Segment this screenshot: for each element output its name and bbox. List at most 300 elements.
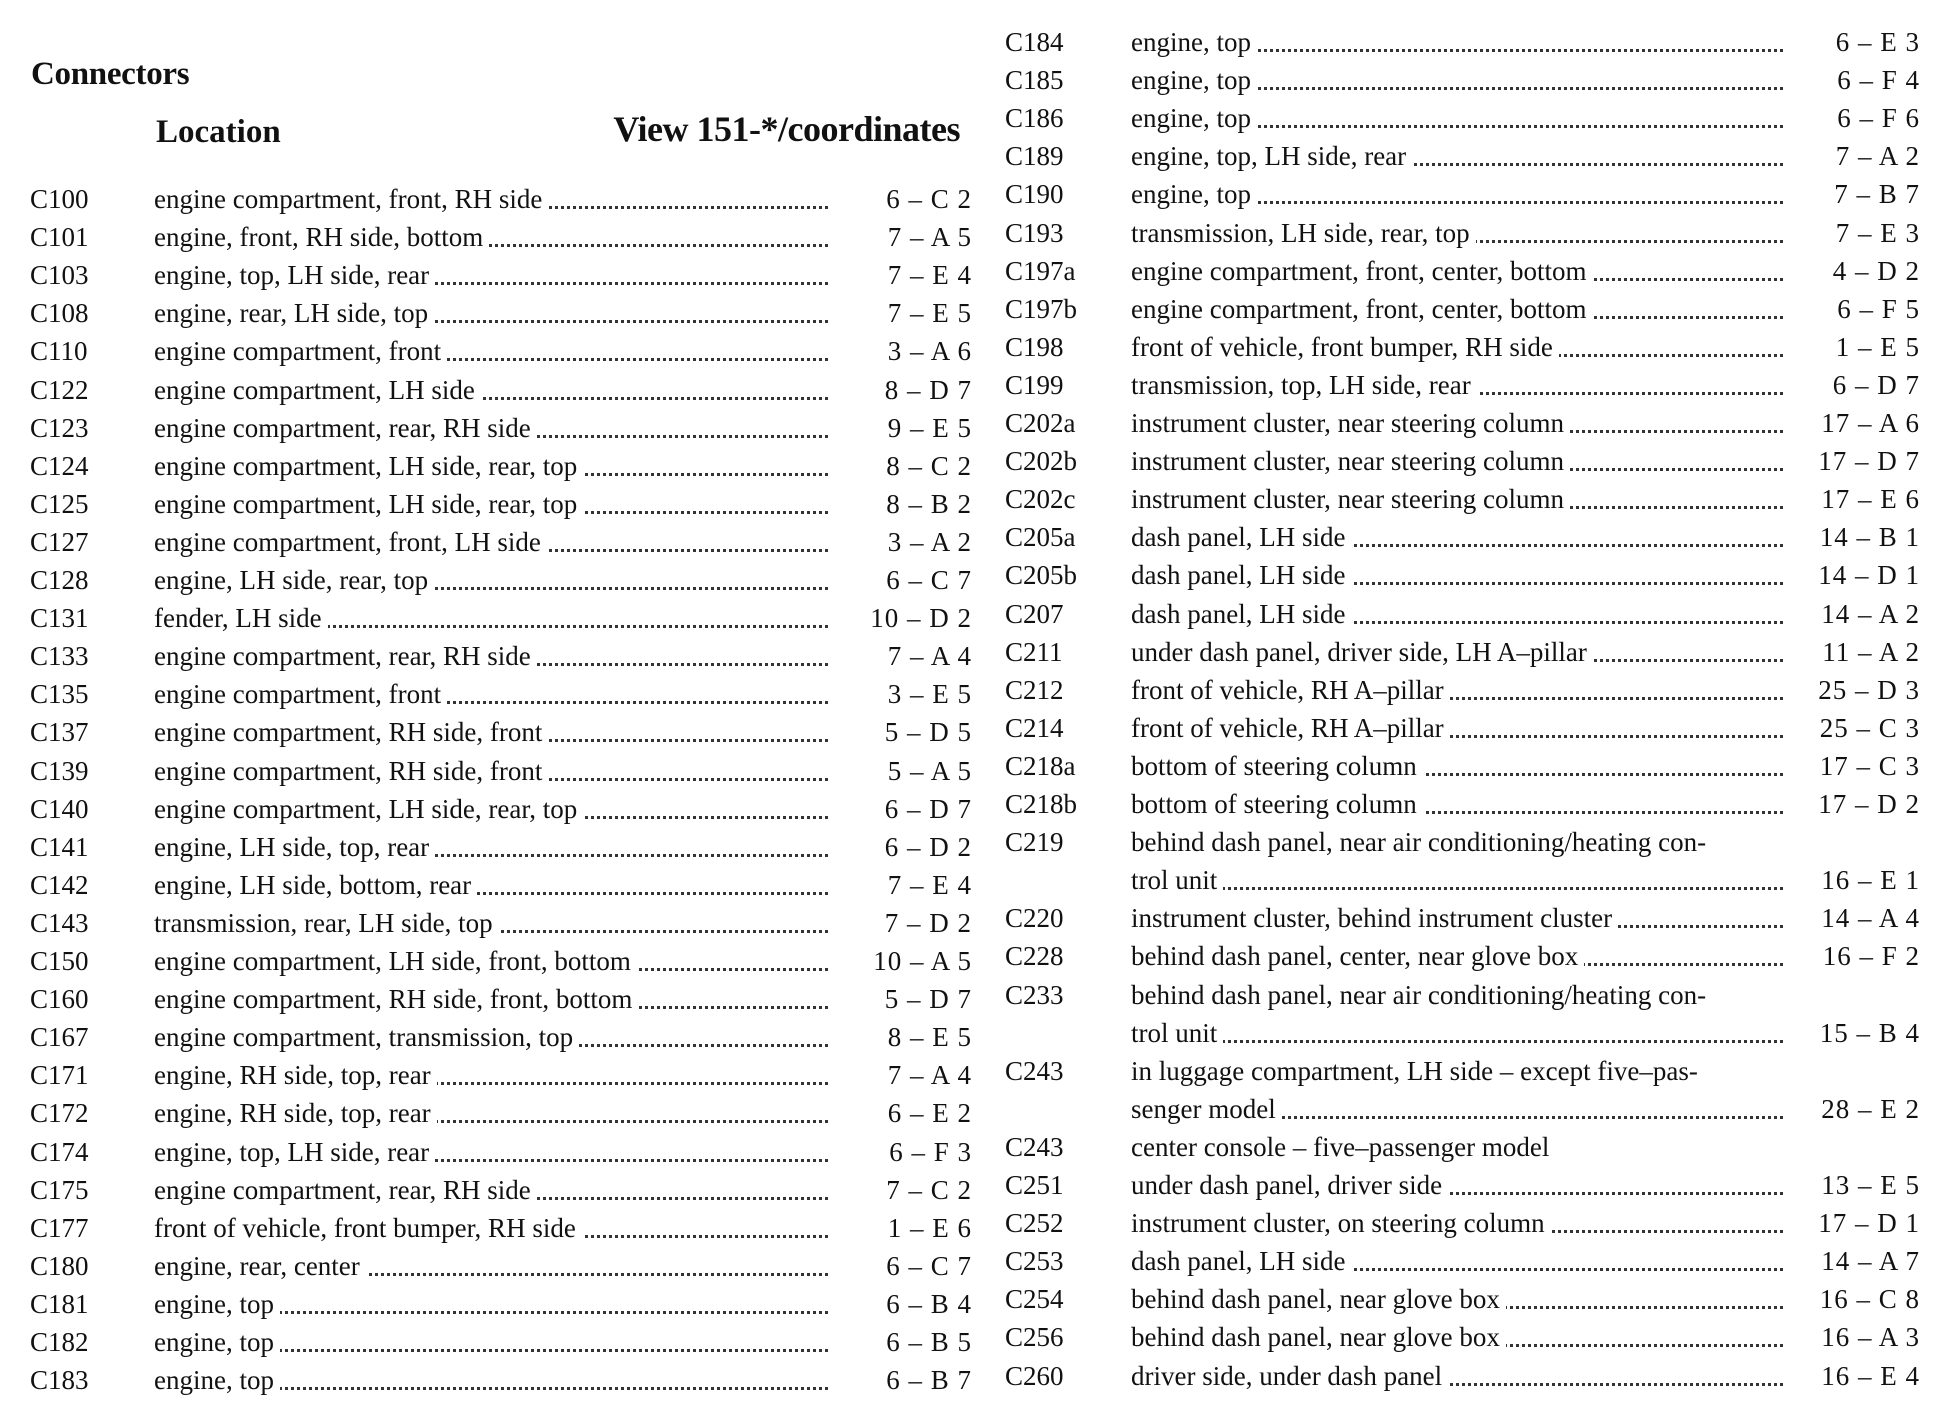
- view-coordinate: 13 – E 5: [1821, 1170, 1920, 1200]
- connector-id: C218a: [1005, 750, 1076, 781]
- table-row: [1005, 366, 1920, 404]
- connector-id: C128: [30, 565, 89, 595]
- table-row-continuation: [1005, 861, 1920, 899]
- view-coordinate: 17 – E 6: [1821, 484, 1920, 515]
- table-row-continuation: [1005, 1090, 1920, 1128]
- view-coordinate: 6 – D 7: [884, 793, 972, 824]
- connector-location: [154, 409, 828, 447]
- location-text: engine compartment, rear, RH side: [154, 413, 537, 443]
- connector-location: [1131, 937, 1783, 975]
- location-text: engine compartment, RH side, front: [154, 756, 548, 786]
- table-row: [30, 1361, 972, 1399]
- connector-location: [154, 523, 828, 561]
- connector-id: C180: [30, 1250, 89, 1281]
- connector-location: [154, 218, 828, 256]
- table-row: [30, 523, 972, 561]
- location-text: transmission, rear, LH side, top: [154, 908, 499, 938]
- location-text: engine compartment, LH side, rear, top: [154, 489, 583, 519]
- table-row: [30, 485, 972, 523]
- view-coordinate: 7 – A 5: [887, 222, 972, 253]
- location-text: behind dash panel, near glove box: [1131, 1284, 1506, 1314]
- connector-id: C139: [30, 755, 89, 786]
- table-row: [30, 1056, 972, 1094]
- location-text: dash panel, LH side: [1131, 1246, 1351, 1276]
- view-coordinate: 6 – B 5: [886, 1327, 972, 1357]
- location-text: engine compartment, rear, RH side: [154, 1175, 537, 1205]
- connector-location: [1131, 1242, 1783, 1280]
- location-text: instrument cluster, on steering column: [1131, 1208, 1551, 1238]
- connector-location: [1131, 290, 1783, 328]
- table-row: [30, 447, 972, 485]
- table-row: [1005, 518, 1920, 556]
- view-coordinate: 7 – E 5: [887, 298, 972, 329]
- table-row: [1005, 937, 1920, 975]
- connector-id: C186: [1005, 103, 1064, 134]
- connector-id: C256: [1005, 1322, 1064, 1353]
- connector-id: C108: [30, 298, 89, 329]
- connector-location: [154, 1171, 828, 1209]
- view-coordinate: 6 – F 4: [1837, 65, 1920, 96]
- location-text: engine, RH side, top, rear: [154, 1060, 437, 1090]
- connector-id: C171: [30, 1060, 89, 1091]
- location-text: engine, front, RH side, bottom: [154, 222, 489, 252]
- location-text: engine, top, LH side, rear: [154, 260, 435, 290]
- table-row: [1005, 747, 1920, 785]
- connector-id: C175: [30, 1174, 89, 1205]
- page-heading: Connectors: [31, 56, 190, 92]
- table-row: [1005, 214, 1920, 252]
- table-row: [1005, 633, 1920, 671]
- connector-id: C243: [1005, 1055, 1064, 1086]
- column-header-location: Location: [156, 114, 281, 150]
- view-coordinate: 6 – E 2: [887, 1098, 972, 1129]
- view-coordinate: 16 – A 3: [1821, 1322, 1920, 1353]
- connector-id: C123: [30, 412, 89, 443]
- table-row: [30, 828, 972, 866]
- location-text: engine, top: [154, 1365, 280, 1395]
- connector-location: [1131, 175, 1783, 213]
- table-row: [30, 371, 972, 409]
- view-coordinate: 5 – D 7: [884, 984, 972, 1015]
- connector-id: C143: [30, 907, 89, 938]
- table-row: [30, 256, 972, 294]
- connector-id: C135: [30, 679, 89, 710]
- connector-location: [154, 752, 828, 790]
- table-row: [30, 332, 972, 370]
- view-coordinate: 10 – D 2: [870, 603, 972, 634]
- location-text: front of vehicle, RH A–pillar: [1131, 675, 1450, 705]
- table-row: [30, 1018, 972, 1056]
- connector-id: C254: [1005, 1284, 1064, 1315]
- connector-id: C140: [30, 793, 89, 824]
- connector-id: C133: [30, 641, 89, 672]
- connector-id: C172: [30, 1098, 89, 1129]
- view-coordinate: 6 – B 7: [886, 1365, 972, 1396]
- connector-location: [154, 294, 828, 332]
- table-row: [1005, 61, 1920, 99]
- view-coordinate: 5 – A 5: [887, 755, 972, 786]
- location-text: engine, top: [154, 1327, 280, 1357]
- table-row: [30, 599, 972, 637]
- view-coordinate: 4 – D 2: [1832, 255, 1920, 286]
- table-row: [30, 561, 972, 599]
- view-coordinate: 7 – B 7: [1834, 179, 1920, 210]
- table-row: [30, 713, 972, 751]
- connector-location: [154, 1056, 828, 1094]
- table-row: [30, 409, 972, 447]
- view-coordinate: 28 – E 2: [1821, 1093, 1920, 1124]
- connector-location-line1: behind dash panel, near air conditioning/heating con-: [1131, 979, 1707, 1010]
- location-text: engine, RH side, top, rear: [154, 1098, 437, 1128]
- connector-location: [154, 371, 828, 409]
- view-coordinate: 6 – D 2: [884, 831, 972, 862]
- table-row: [30, 904, 972, 942]
- location-text: bottom of steering column: [1131, 751, 1423, 781]
- connector-id: C199: [1005, 369, 1064, 400]
- connector-location: [154, 599, 828, 637]
- connector-id: C207: [1005, 598, 1064, 629]
- connector-id: C167: [30, 1022, 89, 1053]
- table-row: [1005, 1204, 1920, 1242]
- view-coordinate: 16 – C 8: [1819, 1284, 1920, 1315]
- connector-id: C202c: [1005, 484, 1076, 515]
- table-row: [30, 1094, 972, 1132]
- view-coordinate: 7 – E 3: [1835, 217, 1920, 248]
- location-text: engine compartment, front, RH side: [154, 184, 548, 214]
- view-coordinate: 9 – E 5: [887, 412, 972, 443]
- connector-id: C260: [1005, 1360, 1064, 1391]
- table-row: [1005, 556, 1920, 594]
- connector-id: C103: [30, 260, 89, 291]
- connector-id: C150: [30, 946, 89, 976]
- view-coordinate: 25 – D 3: [1818, 674, 1920, 705]
- view-coordinate: 7 – A 4: [887, 1060, 972, 1091]
- location-text: trol unit: [1131, 865, 1223, 895]
- table-row: [1005, 175, 1920, 213]
- view-coordinate: 7 – A 4: [887, 641, 972, 672]
- table-row: [30, 180, 972, 218]
- location-text: engine, top: [1131, 65, 1257, 95]
- location-text: engine compartment, front: [154, 336, 447, 366]
- table-row: [1005, 1166, 1920, 1204]
- connector-location: [154, 790, 828, 828]
- table-row: [1005, 671, 1920, 709]
- connector-id: C183: [30, 1365, 89, 1396]
- location-text: engine compartment, front, center, bottom: [1131, 294, 1593, 324]
- table-row: [30, 1247, 972, 1285]
- table-row: [1005, 1052, 1915, 1090]
- connector-location: [154, 675, 828, 713]
- location-text: engine, top: [1131, 27, 1257, 57]
- view-coordinate: 3 – A 6: [887, 336, 972, 367]
- location-text: trol unit: [1131, 1018, 1223, 1048]
- location-text: engine compartment, RH side, front: [154, 717, 548, 747]
- view-coordinate: 17 – D 2: [1818, 789, 1920, 819]
- connector-location: [154, 828, 828, 866]
- connector-location: [1131, 633, 1783, 671]
- location-text: senger model: [1131, 1094, 1282, 1124]
- location-text: engine compartment, rear, RH side: [154, 641, 537, 671]
- location-text: instrument cluster, near steering column: [1131, 484, 1570, 514]
- view-coordinate: 14 – B 1: [1819, 522, 1920, 553]
- connector-location: [1131, 137, 1783, 175]
- connector-location: [154, 866, 828, 904]
- location-text: instrument cluster, near steering column: [1131, 408, 1570, 438]
- connector-location: [1131, 99, 1783, 137]
- connector-id: C197b: [1005, 293, 1078, 324]
- table-row: [1005, 1318, 1920, 1356]
- view-coordinate: 6 – D 7: [1832, 369, 1920, 400]
- table-row-continuation: [1005, 1014, 1920, 1052]
- connector-id: C202a: [1005, 408, 1076, 438]
- table-row: [30, 675, 972, 713]
- location-text: engine compartment, LH side: [154, 375, 481, 405]
- connector-location: [154, 447, 828, 485]
- location-text: engine, LH side, rear, top: [154, 565, 434, 595]
- table-row: [30, 866, 972, 904]
- connector-id: C220: [1005, 903, 1064, 934]
- table-row: [1005, 328, 1920, 366]
- connector-location: [1131, 480, 1783, 518]
- connector-id: C253: [1005, 1246, 1064, 1277]
- view-coordinate: 8 – E 5: [887, 1022, 972, 1053]
- location-text: dash panel, LH side: [1131, 560, 1351, 590]
- connector-id: C205b: [1005, 560, 1078, 591]
- connector-location: [1131, 1357, 1783, 1395]
- table-row: [1005, 252, 1920, 290]
- connector-location: [154, 904, 828, 942]
- location-text: instrument cluster, behind instrument cluster: [1131, 903, 1618, 933]
- connector-id: C141: [30, 831, 89, 862]
- view-coordinate: 7 – E 4: [887, 869, 972, 900]
- view-coordinate: 14 – A 7: [1821, 1246, 1920, 1277]
- location-text: engine compartment, LH side, rear, top: [154, 794, 583, 824]
- view-coordinate: 7 – A 2: [1835, 141, 1920, 172]
- connector-location: [154, 1094, 828, 1132]
- location-text: engine compartment, front, center, bottom: [1131, 256, 1593, 286]
- view-coordinate: 6 – B 4: [886, 1288, 972, 1319]
- location-text: engine, top: [154, 1289, 280, 1319]
- view-coordinate: 11 – A 2: [1822, 636, 1920, 667]
- view-coordinate: 6 – F 3: [889, 1136, 972, 1167]
- connector-id: C212: [1005, 674, 1064, 705]
- connector-location: [1131, 1014, 1783, 1052]
- view-coordinate: 16 – E 4: [1821, 1360, 1920, 1391]
- table-row: [30, 1171, 972, 1209]
- view-coordinate: 16 – E 1: [1821, 865, 1920, 896]
- view-coordinate: 10 – A 5: [873, 946, 972, 976]
- view-coordinate: 17 – D 1: [1818, 1208, 1920, 1239]
- connector-location: [1131, 556, 1783, 594]
- location-text: engine compartment, LH side, rear, top: [154, 451, 583, 481]
- view-coordinate: 7 – C 2: [886, 1174, 972, 1205]
- view-coordinate: 14 – A 4: [1821, 903, 1920, 934]
- view-coordinate: 14 – A 2: [1821, 598, 1920, 629]
- connector-location: [154, 1133, 828, 1171]
- connector-id: C125: [30, 488, 89, 519]
- view-coordinate: 6 – C 2: [886, 184, 972, 214]
- connector-id: C251: [1005, 1170, 1064, 1200]
- location-text: engine, top, LH side, rear: [1131, 141, 1412, 171]
- table-row: [1005, 1242, 1920, 1280]
- connector-id: C142: [30, 869, 89, 900]
- location-text: behind dash panel, center, near glove box: [1131, 941, 1584, 971]
- view-coordinate: 6 – F 5: [1837, 293, 1920, 324]
- connector-id: C190: [1005, 179, 1064, 210]
- location-text: engine, top, LH side, rear: [154, 1137, 435, 1167]
- table-row: [30, 1285, 972, 1323]
- table-row: [1005, 823, 1915, 861]
- view-coordinate: 17 – C 3: [1819, 750, 1920, 781]
- connector-location: [154, 485, 828, 523]
- view-coordinate: 6 – C 7: [886, 1250, 972, 1281]
- connector-location: [1131, 442, 1783, 480]
- view-coordinate: 8 – D 7: [884, 374, 972, 405]
- view-coordinate: 17 – A 6: [1821, 408, 1920, 438]
- connector-location: [1131, 595, 1783, 633]
- table-row: [1005, 1357, 1920, 1395]
- connector-id: C252: [1005, 1208, 1064, 1239]
- connector-location: [1131, 1280, 1783, 1318]
- column-header-view-coordinates: View 151-*/coordinates: [613, 109, 960, 149]
- location-text: behind dash panel, near glove box: [1131, 1322, 1506, 1352]
- table-row: [30, 637, 972, 675]
- connector-id: C174: [30, 1136, 89, 1167]
- connector-id: C100: [30, 184, 89, 214]
- connector-location: [1131, 1166, 1783, 1204]
- location-text: dash panel, LH side: [1131, 522, 1351, 552]
- table-row: [30, 752, 972, 790]
- table-row: [1005, 709, 1920, 747]
- connector-location: [154, 561, 828, 599]
- connector-id: C184: [1005, 27, 1064, 57]
- connector-location: [154, 980, 828, 1018]
- connector-location: [1131, 1204, 1783, 1242]
- connector-id: C218b: [1005, 789, 1078, 819]
- connector-location: [154, 1209, 828, 1247]
- location-text: front of vehicle, front bumper, RH side: [154, 1213, 582, 1243]
- view-coordinate: 1 – E 5: [1835, 331, 1920, 362]
- table-row: [1005, 899, 1920, 937]
- connector-location: [154, 180, 828, 218]
- connector-location: [154, 1247, 828, 1285]
- view-coordinate: 1 – E 6: [887, 1212, 972, 1243]
- table-row: [1005, 480, 1920, 518]
- connector-location: [154, 942, 828, 980]
- connector-location: [1131, 709, 1783, 747]
- table-row: [1005, 976, 1915, 1014]
- view-coordinate: 16 – F 2: [1822, 941, 1920, 972]
- view-coordinate: 3 – E 5: [887, 679, 972, 710]
- view-coordinate: 17 – D 7: [1818, 446, 1920, 477]
- connector-location: [154, 332, 828, 370]
- location-text: under dash panel, driver side, LH A–pillar: [1131, 637, 1593, 667]
- location-text: engine, LH side, top, rear: [154, 832, 435, 862]
- view-coordinate: 7 – D 2: [884, 907, 972, 938]
- table-row: [1005, 23, 1920, 61]
- table-row: [30, 1209, 972, 1247]
- connector-id: C127: [30, 526, 89, 557]
- connector-location: [1131, 214, 1783, 252]
- connector-location: [154, 1018, 828, 1056]
- connector-location: [154, 713, 828, 751]
- location-text: instrument cluster, near steering column: [1131, 446, 1570, 476]
- connector-location-line1: in luggage compartment, LH side – except five–pas-: [1131, 1055, 1698, 1086]
- location-text: engine, rear, LH side, top: [154, 298, 434, 328]
- connector-id: C219: [1005, 827, 1064, 858]
- location-text: driver side, under dash panel: [1131, 1361, 1448, 1391]
- table-row: [30, 1323, 972, 1361]
- connector-location: [1131, 747, 1783, 785]
- connector-id: C137: [30, 717, 89, 748]
- table-row: [1005, 404, 1920, 442]
- connector-location: [1131, 1318, 1783, 1356]
- view-coordinate: 7 – E 4: [887, 260, 972, 291]
- table-row: [1005, 137, 1920, 175]
- view-coordinate: 6 – C 7: [886, 565, 972, 595]
- location-text: front of vehicle, RH A–pillar: [1131, 713, 1450, 743]
- location-text: engine, top: [1131, 179, 1257, 209]
- connector-id: C160: [30, 984, 89, 1015]
- location-text: engine compartment, transmission, top: [154, 1022, 579, 1052]
- table-row: [1005, 785, 1920, 823]
- connector-id: C182: [30, 1327, 89, 1357]
- connector-id: C131: [30, 603, 89, 634]
- table-row: [1005, 595, 1920, 633]
- connector-location: [1131, 671, 1783, 709]
- connector-location: [154, 637, 828, 675]
- connector-location: [1131, 328, 1783, 366]
- connector-location-line1: behind dash panel, near air conditioning/heating con-: [1131, 827, 1707, 858]
- connector-id: C193: [1005, 217, 1064, 248]
- connector-id: C177: [30, 1212, 89, 1243]
- connector-location: [1131, 1090, 1783, 1128]
- location-text: bottom of steering column: [1131, 789, 1423, 819]
- connector-id: C181: [30, 1288, 89, 1319]
- location-text: dash panel, LH side: [1131, 599, 1351, 629]
- connector-id: C122: [30, 374, 89, 405]
- table-row: [1005, 442, 1920, 480]
- view-coordinate: 14 – D 1: [1818, 560, 1920, 591]
- table-row: [1005, 1128, 1915, 1166]
- location-text: front of vehicle, front bumper, RH side: [1131, 332, 1559, 362]
- connector-location: [154, 1285, 828, 1323]
- location-text: under dash panel, driver side: [1131, 1170, 1448, 1200]
- location-text: engine, rear, center: [154, 1251, 366, 1281]
- connector-id: C189: [1005, 141, 1064, 172]
- connector-location: [1131, 252, 1783, 290]
- connector-location: [1131, 404, 1783, 442]
- connector-id: C197a: [1005, 255, 1076, 286]
- location-text: engine, LH side, bottom, rear: [154, 870, 477, 900]
- connector-id: C233: [1005, 979, 1064, 1010]
- table-row: [30, 1133, 972, 1171]
- table-row: [30, 218, 972, 256]
- connector-id: C101: [30, 222, 89, 253]
- connector-location: [1131, 366, 1783, 404]
- location-text: transmission, LH side, rear, top: [1131, 218, 1476, 248]
- connector-id: C214: [1005, 712, 1064, 743]
- location-text: engine compartment, front: [154, 679, 447, 709]
- table-row: [1005, 1280, 1920, 1318]
- connector-id: C211: [1005, 636, 1063, 667]
- table-row: [1005, 99, 1920, 137]
- view-coordinate: 6 – E 3: [1835, 27, 1920, 57]
- connector-id: C205a: [1005, 522, 1076, 553]
- table-row: [30, 790, 972, 828]
- connector-location: [154, 256, 828, 294]
- connector-id: C243: [1005, 1131, 1064, 1162]
